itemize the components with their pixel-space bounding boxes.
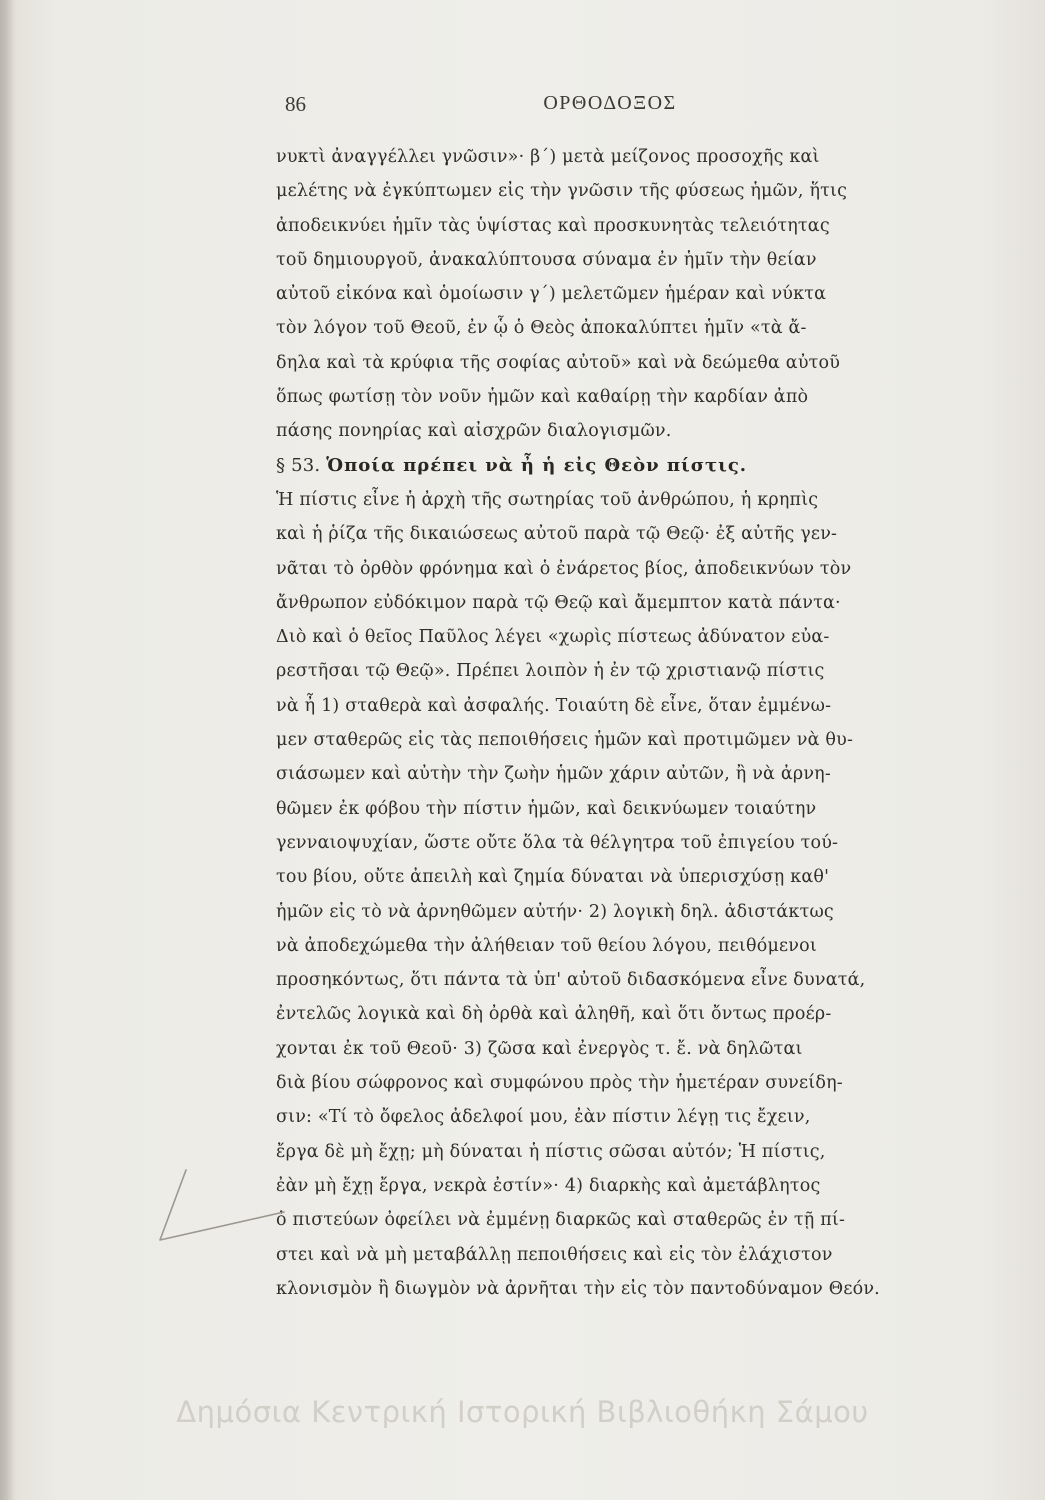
text-line: στει καὶ νὰ μὴ μεταβάλλῃ πεποιθήσεις καὶ εἰς τὸν ἐλάχιστον	[276, 1244, 833, 1265]
text-line: μεν σταθερῶς εἰς τὰς πεποιθήσεις ἡμῶν καὶ προτιμῶμεν νὰ θυ-	[276, 730, 854, 751]
text-line: ὅπως φωτίσῃ τὸν νοῦν ἡμῶν καὶ καθαίρῃ τὴν καρδίαν ἀπὸ	[276, 387, 809, 408]
text-line: χονται ἐκ τοῦ Θεοῦ· 3) ζῶσα καὶ ἐνεργὸς τ. ἔ. νὰ δηλῶται	[276, 1038, 803, 1059]
pencil-margin-mark	[158, 1168, 288, 1248]
text-line: σιάσωμεν καὶ αὐτὴν τὴν ζωὴν ἡμῶν χάριν αὐτῶν, ἢ νὰ ἀρνη-	[276, 764, 831, 785]
text-line: διὰ βίου σώφρονος καὶ συμφώνου πρὸς τὴν ἡμετέραν συνείδη-	[276, 1073, 843, 1094]
text-line: νυκτὶ ἀναγγέλλει γνῶσιν»· β΄) μετὰ μείζονος προσοχῆς καὶ	[276, 147, 820, 167]
library-watermark: Δημόσια Κεντρική Ιστορική Βιβλιοθήκη Σάμου	[176, 1395, 869, 1429]
text-line: ἡμῶν εἰς τὸ νὰ ἀρνηθῶμεν αὐτήν· 2) λογικὴ δηλ. ἀδιστάκτως	[276, 901, 834, 922]
text-line: ἀποδεικνύει ἡμῖν τὰς ὑψίστας καὶ προσκυνητὰς τελειότητας	[276, 215, 830, 236]
text-line: ὁ πιστεύων ὀφείλει νὰ ἐμμένῃ διαρκῶς καὶ σταθερῶς ἐν τῇ πί-	[276, 1210, 846, 1231]
section-heading: Ὁποία πρέπει νὰ ἦ ἡ εἰς Θεὸν πίστις.	[326, 454, 748, 476]
section-number: § 53.	[276, 454, 321, 476]
text-line: τὸν λόγον τοῦ Θεοῦ, ἐν ᾧ ὁ Θεὸς ἀποκαλύπτει ἡμῖν «τὰ ἄ-	[276, 318, 807, 339]
text-line: θῶμεν ἐκ φόβου τὴν πίστιν ἡμῶν, καὶ δεικνύωμεν τοιαύτην	[276, 798, 817, 819]
text-line: μελέτης νὰ ἐγκύπτωμεν εἰς τὴν γνῶσιν τῆς φύσεως ἡμῶν, ἥτις	[276, 181, 848, 202]
page-edge-shadow	[0, 0, 14, 1500]
text-line: κλονισμὸν ἢ διωγμὸν νὰ ἀρνῆται τὴν εἰς τὸν παντοδύναμον Θεόν.	[276, 1278, 880, 1299]
text-line: σιν: «Τί τὸ ὄφελος ἀδελφοί μου, ἐὰν πίστιν λέγῃ τις ἔχειν,	[276, 1107, 811, 1128]
text-line: Διὸ καὶ ὁ θεῖος Παῦλος λέγει «χωρὶς πίστεως ἀδύνατον εὐα-	[276, 627, 830, 648]
text-line: γενναιοψυχίαν, ὥστε οὔτε ὅλα τὰ θέλγητρα τοῦ ἐπιγείου τού-	[276, 832, 839, 853]
text-line: νᾶται τὸ ὀρθὸν φρόνημα καὶ ὁ ἐνάρετος βίος, ἀποδεικνύων τὸν	[276, 558, 852, 579]
section-heading-line	[276, 449, 966, 483]
text-line: ἔργα δὲ μὴ ἔχῃ; μὴ δύναται ἡ πίστις σῶσαι αὐτόν; Ἡ πίστις,	[276, 1141, 826, 1162]
text-line: καὶ ἡ ῥίζα τῆς δικαιώσεως αὐτοῦ παρὰ τῷ Θεῷ· ἐξ αὐτῆς γεν-	[276, 524, 838, 545]
text-line: δηλα καὶ τὰ κρύφια τῆς σοφίας αὐτοῦ» καὶ νὰ δεώμεθα αὐτοῦ	[276, 352, 841, 373]
text-line: Ἡ πίστις εἶνε ἡ ἀρχὴ τῆς σωτηρίας τοῦ ἀνθρώπου, ἡ κρηπὶς	[276, 489, 819, 510]
running-title: ΟΡΘΟΔΟΞΟΣ	[543, 92, 677, 114]
text-line: του βίου, οὔτε ἀπειλὴ καὶ ζημία δύναται νὰ ὑπερισχύσῃ καθ'	[276, 867, 830, 888]
running-head	[285, 92, 735, 122]
text-line: ἐὰν μὴ ἔχῃ ἔργα, νεκρὰ ἐστίν»· 4) διαρκὴς καὶ ἀμετάβλητος	[276, 1175, 821, 1196]
text-line: νὰ ἦ 1) σταθερὰ καὶ ἀσφαλής. Τοιαύτη δὲ εἶνε, ὅταν ἐμμένω-	[276, 695, 832, 716]
text-line: ἐντελῶς λογικὰ καὶ δὴ ὀρθὰ καὶ ἀληθῆ, καὶ ὅτι ὄντως προέρ-	[276, 1004, 832, 1025]
page-number: 86	[285, 92, 306, 116]
text-line: ρεστῆσαι τῷ Θεῷ». Πρέπει λοιπὸν ἡ ἐν τῷ χριστιανῷ πίστις	[276, 661, 825, 682]
text-line: νὰ ἀποδεχώμεθα τὴν ἀλήθειαν τοῦ θείου λόγου, πειθόμενοι	[276, 935, 817, 956]
text-line: ἄνθρωπον εὐδόκιμον παρὰ τῷ Θεῷ καὶ ἄμεμπτον κατὰ πάντα·	[276, 592, 841, 613]
body-text	[276, 140, 966, 1306]
text-line: προσηκόντως, ὅτι πάντα τὰ ὑπ' αὐτοῦ διδασκόμενα εἶνε δυνατά,	[276, 970, 866, 991]
text-line: πάσης πονηρίας καὶ αἰσχρῶν διαλογισμῶν.	[276, 421, 672, 442]
text-line: τοῦ δημιουργοῦ, ἀνακαλύπτουσα σύναμα ἐν ἡμῖν τὴν θείαν	[276, 249, 817, 270]
text-line: αὐτοῦ εἰκόνα καὶ ὁμοίωσιν γ΄) μελετῶμεν ἡμέραν καὶ νύκτα	[276, 284, 827, 305]
